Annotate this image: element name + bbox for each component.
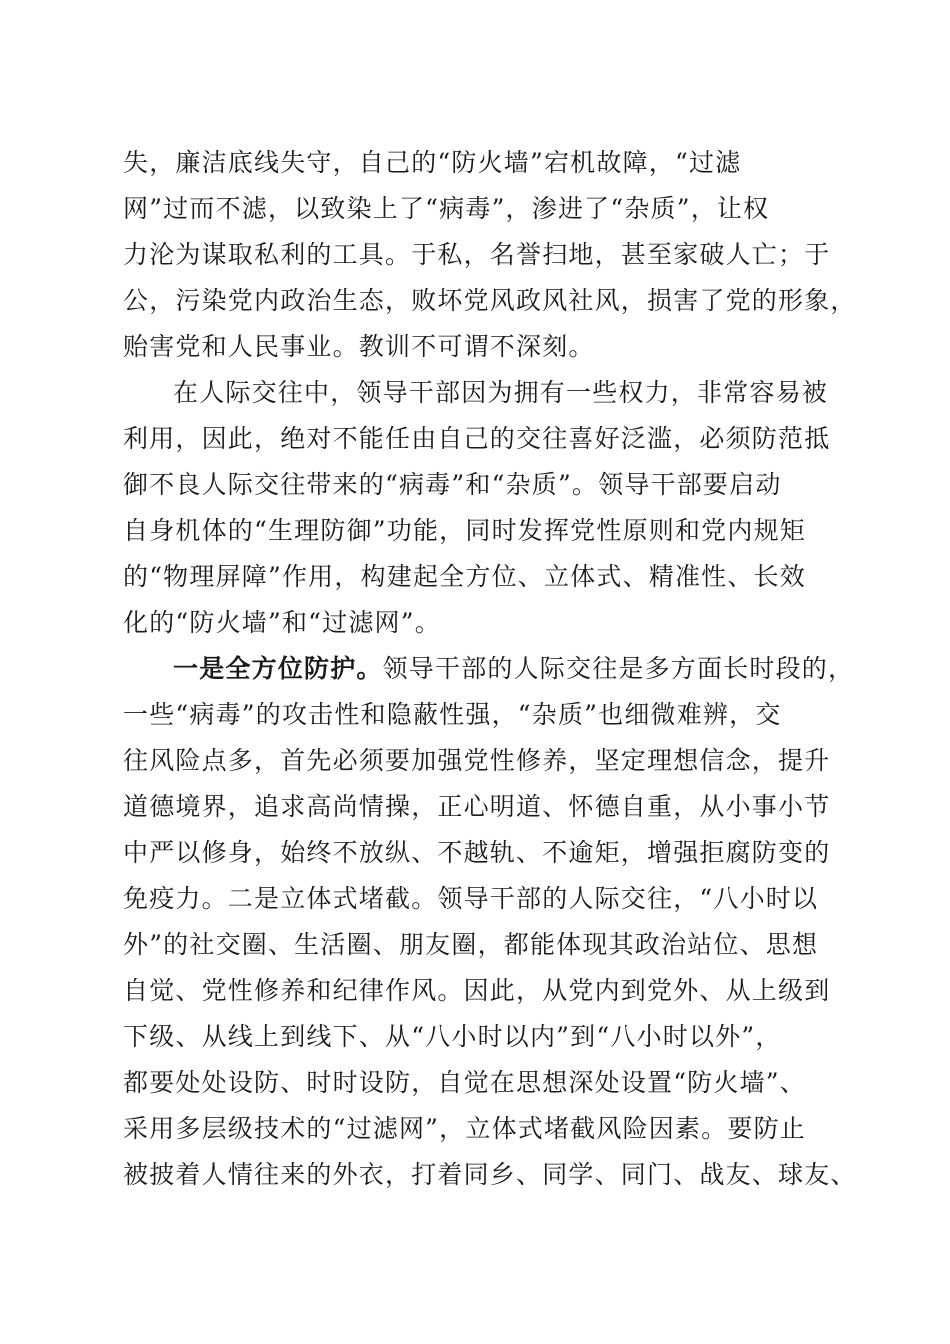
text-line: 失，廉洁底线失守，自己的“防火墙”宕机故障，“过滤 [123,148,742,177]
text-line: 都要处处设防、时时设防，自觉在思想深处设置“防火墙”、 [123,1068,806,1097]
text-line: 公，污染党内政治生态，败坏党风政风社风，损害了党的形象， [123,286,857,315]
text-line: 自觉、党性修养和纪律作风。因此，从党内到党外、从上级到 [123,976,831,1005]
text-line: 免疫力。二是立体式堵截。领导干部的人际交往，“八小时以 [123,884,819,913]
section-heading: 一是全方位防护。 [173,654,383,683]
text-line: 网”过而不滤，以致染上了“病毒”，渗进了“杂质”，让权 [123,194,770,223]
text-line: 被披着人情往来的外衣，打着同乡、同学、同门、战友、球友、 [123,1160,857,1189]
paragraph-1 [123,140,857,370]
text-line: 一些“病毒”的攻击性和隐蔽性强，“杂质”也细微难辨，交 [123,700,782,729]
text-line: 采用多层级技术的“过滤网”，立体式堵截风险因素。要防止 [123,1114,806,1143]
text-line: 中严以修身，始终不放纵、不越轨、不逾矩，增强拒腐防变的 [123,838,831,867]
text-line: 自身机体的“生理防御”功能，同时发挥党性原则和党内规矩 [123,516,806,545]
body-text [123,140,857,1198]
text-line: 贻害党和人民事业。教训不可谓不深刻。 [123,332,595,361]
paragraph-2 [123,370,831,646]
text-line: 的“物理屏障”作用，构建起全方位、立体式、精准性、长效 [123,562,806,591]
text-line: 力沦为谋取私利的工具。于私，名誉扫地，甚至家破人亡；于 [123,240,831,269]
text-line: 道德境界，追求高尚情操，正心明道、怀德自重，从小事小节 [123,792,831,821]
text-span: 领导干部的人际交往是多方面长时段的， [382,654,855,683]
text-line: 外”的社交圈、生活圈、朋友圈，都能体现其政治站位、思想 [123,930,819,959]
text-line: 利用，因此，绝对不能任由自己的交往喜好泛滥，必须防范抵 [123,424,831,453]
text-line [123,646,855,692]
text-line: 化的“防火墙”和“过滤网”。 [123,608,441,637]
text-line: 下级、从线上到线下、从“八小时以内”到“八小时以外”， [123,1022,782,1051]
paragraph-3 [123,646,857,1198]
text-line: 在人际交往中，领导干部因为拥有一些权力，非常容易被 [173,378,829,407]
text-line: 御不良人际交往带来的“病毒”和“杂质”。领导干部要启动 [123,470,782,499]
text-line: 往风险点多，首先必须要加强党性修养，坚定理想信念，提升 [123,746,831,775]
